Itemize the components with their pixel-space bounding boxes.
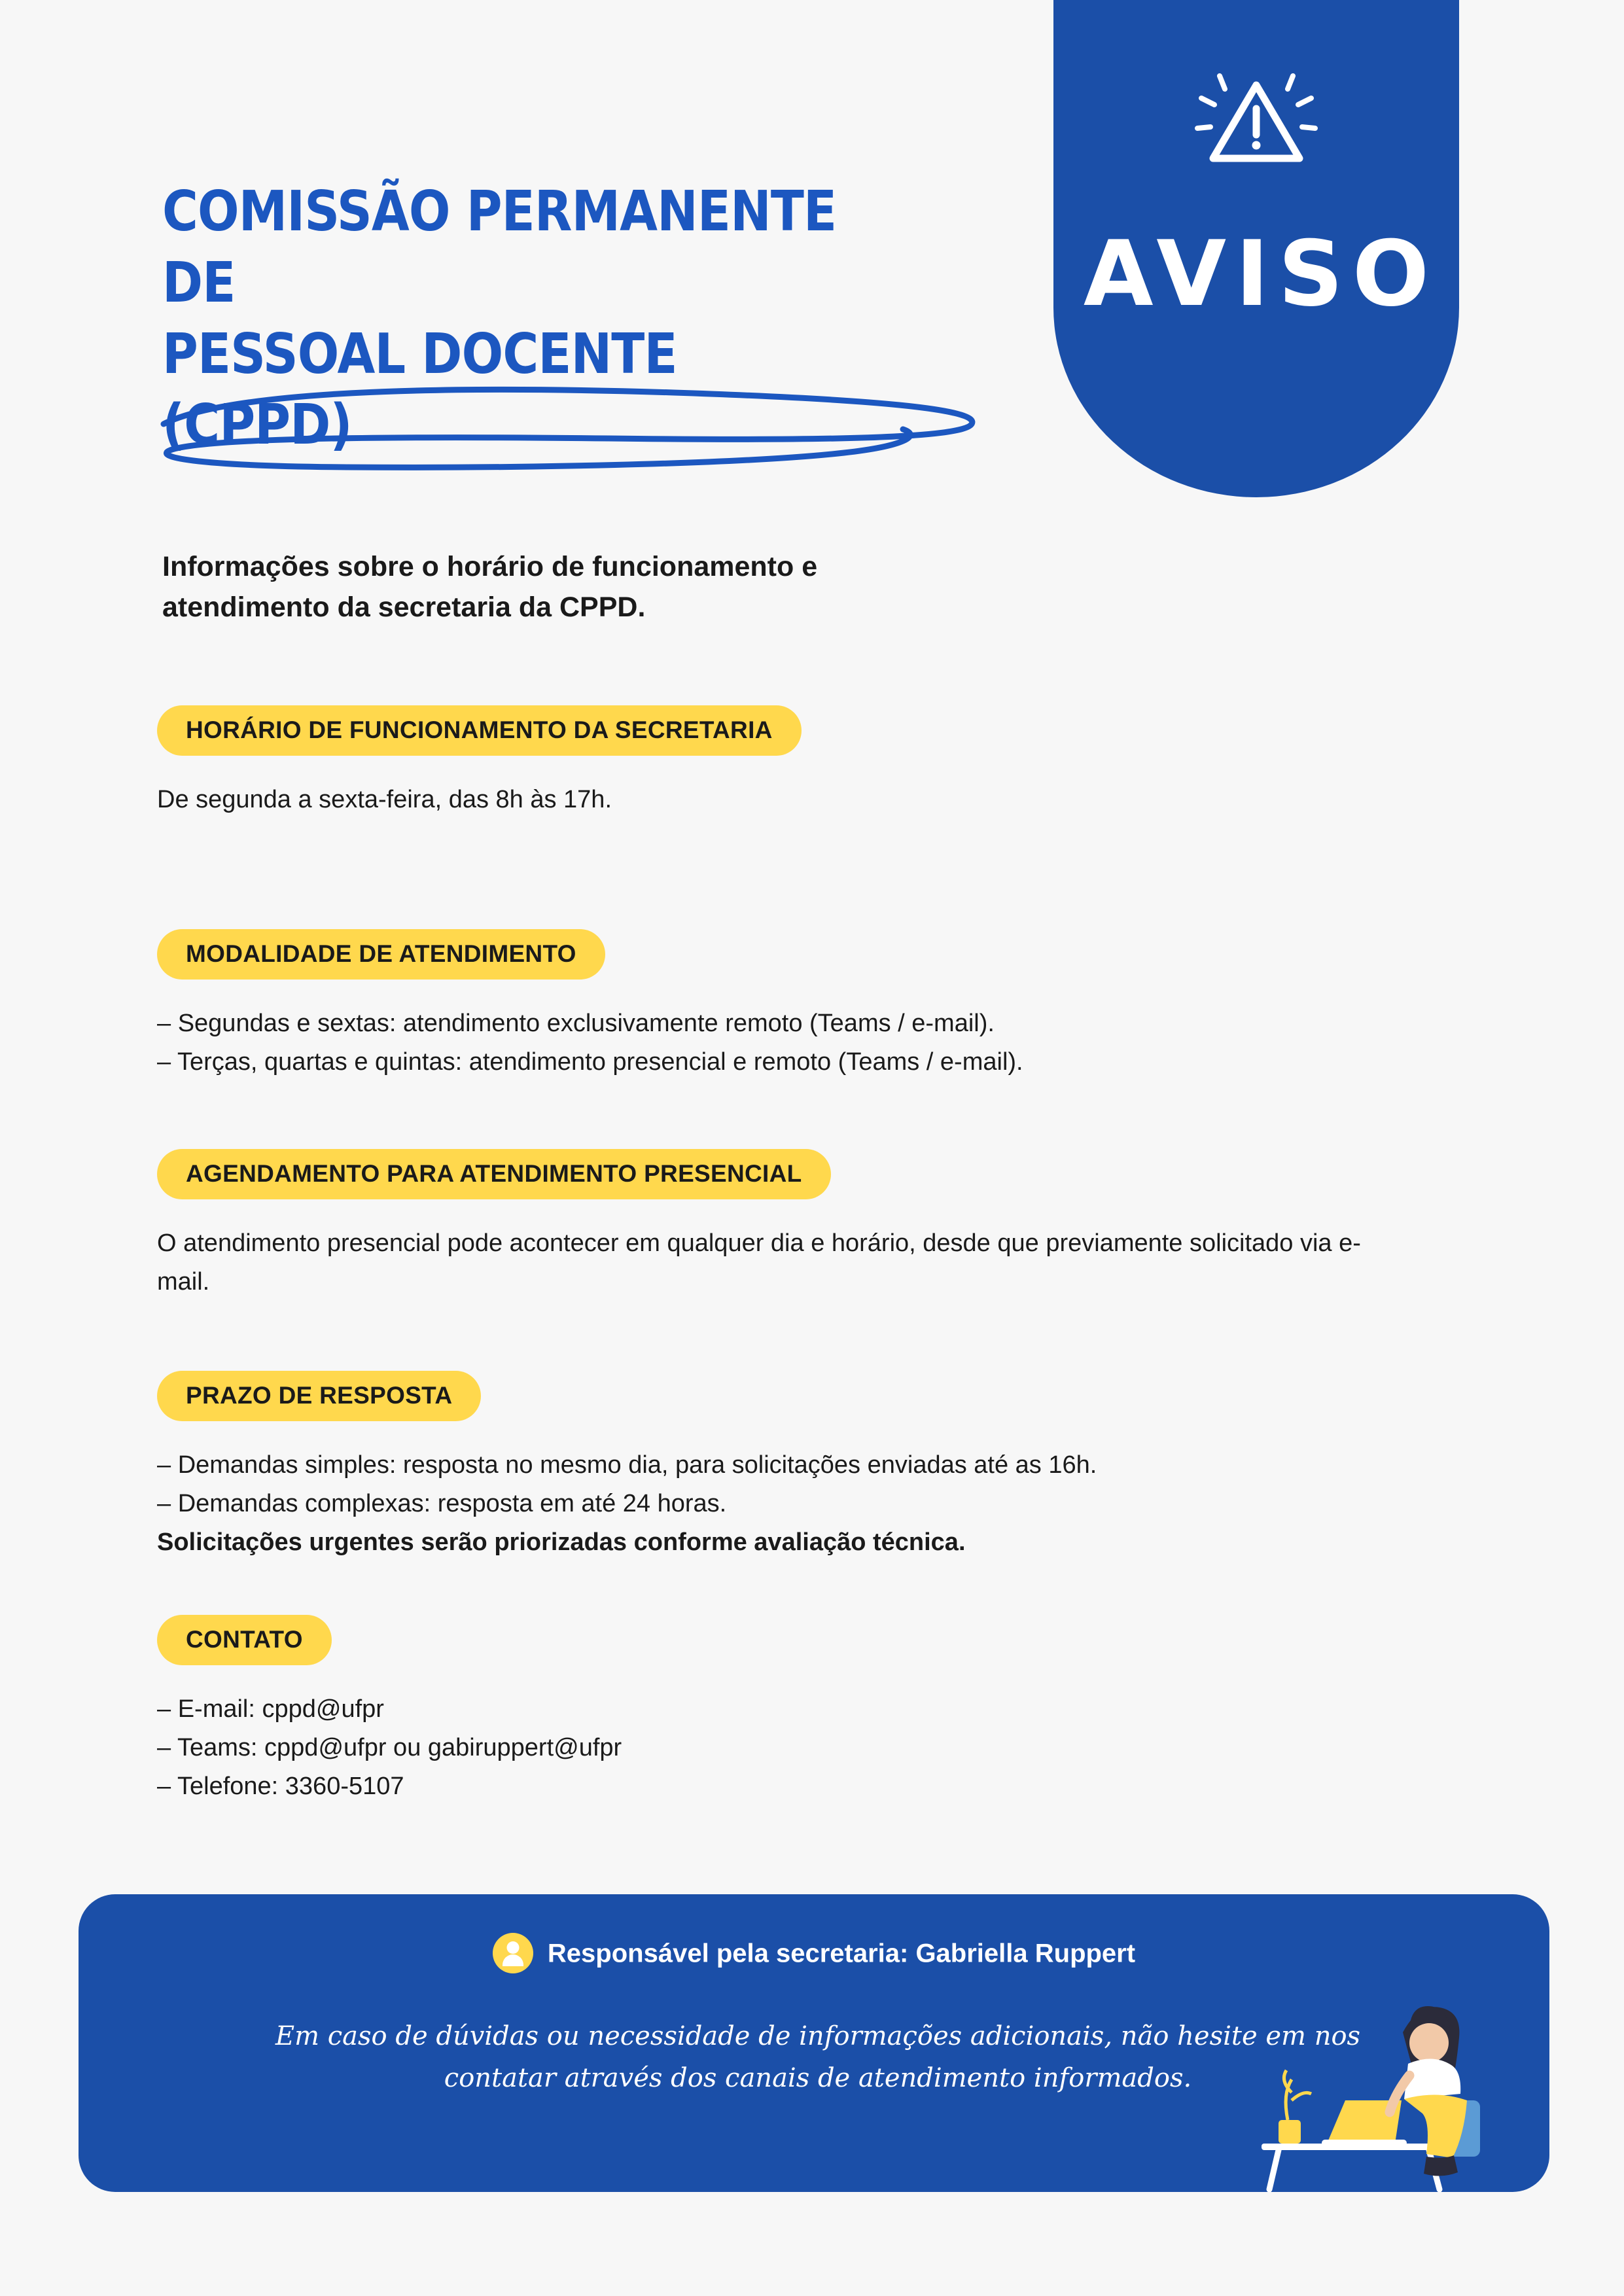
intro-paragraph: Informações sobre o horário de funcionamento e atendimento da secretaria da CPPD. [162,551,818,624]
body-line-teams: – Teams: cppd@ufpr ou gabiruppert@ufpr [157,1733,622,1761]
section-body-prazo [157,1446,1361,1562]
footer-note-line1: Em caso de dúvidas ou necessidade de informações adicionais, não hesite em nos [275,2021,1361,2051]
body-line: – Terças, quartas e quintas: atendimento presencial e remoto (Teams / e-mail). [157,1048,1023,1076]
body-line: O atendimento presencial pode acontecer em qualquer dia e horário, desde que previamente solicitado via e-mail. [157,1229,1361,1296]
page-title-line2: PESSOAL DOCENTE (CPPD) [162,321,677,458]
user-avatar-icon [493,1933,533,1973]
section-heading-prazo: PRAZO DE RESPOSTA [157,1371,481,1421]
section-prazo-resposta [157,1371,1361,1562]
section-modalidade-atendimento [157,929,1023,1082]
swirl-underline-icon [150,373,995,491]
section-contato [157,1615,923,1806]
aviso-title: AVISO [1083,221,1439,327]
section-heading-wrap [157,1615,923,1665]
footer-panel [79,1894,1549,2192]
section-body-agendamento [157,1224,1361,1301]
body-line: – Demandas complexas: resposta em até 24 horas. [157,1489,727,1517]
footer-responsible-text: Responsável pela secretaria: Gabriella Ruppert [547,1939,1136,1968]
section-heading-horario: HORÁRIO DE FUNCIONAMENTO DA SECRETARIA [157,705,802,756]
body-line: – Demandas simples: resposta no mesmo dia, para solicitações enviadas até as 16h. [157,1451,1097,1479]
body-line-telefone: – Telefone: 3360-5107 [157,1772,404,1800]
section-heading-wrap [157,929,923,980]
page-title-line1: COMISSÃO PERMANENTE DE [162,179,837,315]
section-heading-wrap [157,1371,923,1421]
warning-triangle-icon [1171,58,1341,188]
section-heading-contato: CONTATO [157,1615,332,1665]
section-horario-funcionamento [157,705,923,819]
section-heading-agendamento: AGENDAMENTO PARA ATENDIMENTO PRESENCIAL [157,1149,831,1199]
section-heading-wrap [157,705,923,756]
section-heading-modalidade: MODALIDADE DE ATENDIMENTO [157,929,605,980]
section-agendamento-presencial [157,1149,1361,1301]
body-line-email: – E-mail: cppd@ufpr [157,1695,384,1723]
aviso-banner [1053,0,1459,497]
section-body-horario [157,781,923,819]
body-line: – Segundas e sextas: atendimento exclusivamente remoto (Teams / e-mail). [157,1010,995,1037]
section-heading-wrap [157,1149,923,1199]
person-at-desk-illustration [1248,1904,1523,2192]
body-line-emphasis: Solicitações urgentes serão priorizadas conforme avaliação técnica. [157,1528,966,1556]
body-line: De segunda a sexta-feira, das 8h às 17h. [157,786,612,813]
section-body-contato [157,1690,923,1806]
section-body-modalidade [157,1004,1023,1082]
footer-note-line2: contatar através dos canais de atendimento informados. [444,2063,1192,2093]
